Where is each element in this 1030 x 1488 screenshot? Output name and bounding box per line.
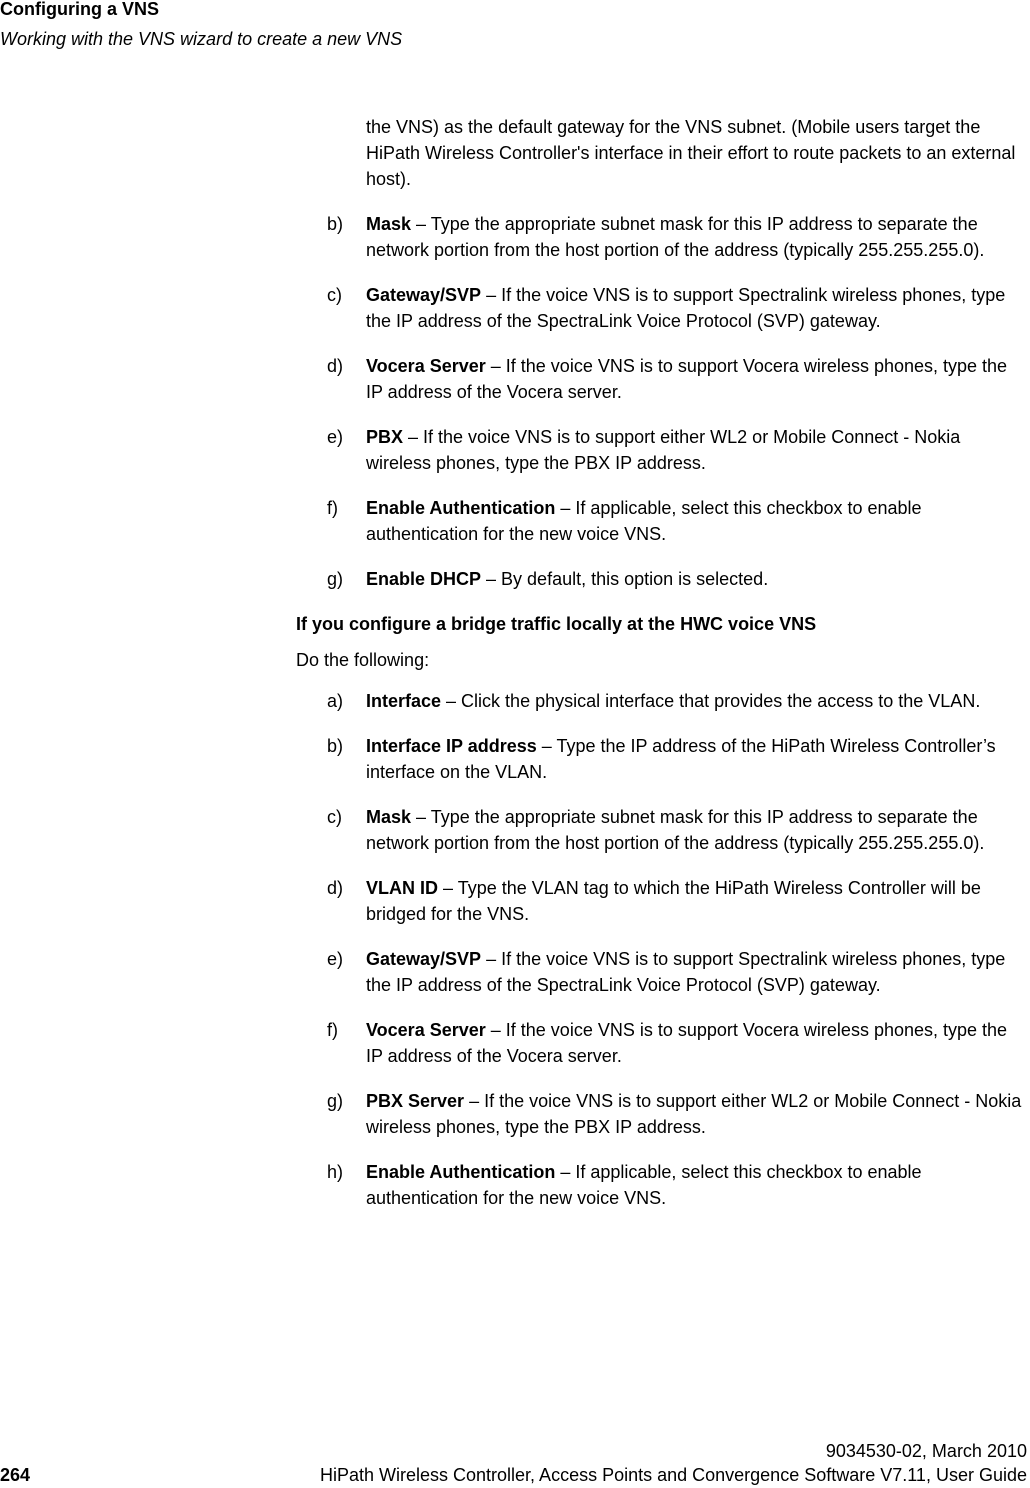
list-item-desc: – Type the appropriate subnet mask for this IP address to separate the network portion from the host portion of the address (typically 255.255.255.0). xyxy=(366,807,985,853)
list-item-desc: – By default, this option is selected. xyxy=(481,569,769,589)
list-item-letter: e) xyxy=(327,427,344,447)
list-item-desc: – Click the physical interface that provides the access to the VLAN. xyxy=(441,691,981,711)
list-item xyxy=(296,282,1026,334)
list-item-term: PBX xyxy=(366,427,404,447)
list-item xyxy=(296,353,1026,405)
list-item xyxy=(296,688,1026,714)
list-item-term: Interface xyxy=(366,691,442,711)
list-item xyxy=(296,804,1026,856)
main-content xyxy=(296,114,1026,1230)
list-item-term: Enable DHCP xyxy=(366,569,482,589)
list-item-desc: – If applicable, select this checkbox to enable authentication for the new voice VNS. xyxy=(366,1162,922,1208)
list-item-desc: – If applicable, select this checkbox to enable authentication for the new voice VNS. xyxy=(366,498,922,544)
list-item-term: Mask xyxy=(366,807,412,827)
list-item-term: PBX Server xyxy=(366,1091,465,1111)
list-item-letter: a) xyxy=(327,691,344,711)
list-item-term: Enable Authentication xyxy=(366,1162,556,1182)
page-number: 264 xyxy=(0,1465,31,1485)
list-item-desc: – If the voice VNS is to support Spectralink wireless phones, type the IP address of the SpectraLink Voice Protocol (SVP) gateway. xyxy=(366,949,1006,995)
list-item-term: Mask xyxy=(366,214,412,234)
list-item-letter: c) xyxy=(327,807,342,827)
step-list-bridged xyxy=(296,688,1026,1211)
list-item-term: VLAN ID xyxy=(366,878,438,898)
list-item-letter: g) xyxy=(327,1091,344,1111)
list-item-term: Vocera Server xyxy=(366,356,486,376)
list-item-letter: d) xyxy=(327,356,344,376)
list-item-desc: – If the voice VNS is to support Spectralink wireless phones, type the IP address of the SpectraLink Voice Protocol (SVP) gateway. xyxy=(366,285,1006,331)
list-item-letter: g) xyxy=(327,569,344,589)
section-subtitle: Working with the VNS wizard to create a new VNS xyxy=(0,29,403,49)
list-item-term: Enable Authentication xyxy=(366,498,556,518)
list-item xyxy=(296,1017,1026,1069)
list-item-letter: h) xyxy=(327,1162,344,1182)
list-item xyxy=(296,875,1026,927)
step-list-routed xyxy=(296,211,1026,592)
instruction-text: Do the following: xyxy=(296,650,430,670)
list-item xyxy=(296,733,1026,785)
guide-title: HiPath Wireless Controller, Access Points and Convergence Software V7.11, User Guide xyxy=(319,1465,1027,1485)
list-item-term: Vocera Server xyxy=(366,1020,486,1040)
list-item-letter: b) xyxy=(327,214,344,234)
list-item-desc: – If the voice VNS is to support either WL2 or Mobile Connect - Nokia wireless phones, type the PBX IP address. xyxy=(366,1091,1022,1137)
section-heading: If you configure a bridge traffic locally at the HWC voice VNS xyxy=(296,614,817,634)
list-item xyxy=(296,1088,1026,1140)
intro-paragraph: the VNS) as the default gateway for the VNS subnet. (Mobile users target the HiPath Wireless Controller's interface in their effort to route packets to an external host). xyxy=(366,117,1016,189)
list-item xyxy=(296,495,1026,547)
list-item-letter: f) xyxy=(327,1020,338,1040)
list-item-letter: b) xyxy=(327,736,344,756)
list-item xyxy=(296,424,1026,476)
list-item xyxy=(296,1159,1026,1211)
chapter-title: Configuring a VNS xyxy=(0,0,159,19)
list-item xyxy=(296,211,1026,263)
list-item-letter: e) xyxy=(327,949,344,969)
list-item-letter: f) xyxy=(327,498,338,518)
list-item-desc: – Type the VLAN tag to which the HiPath Wireless Controller will be bridged for the VNS. xyxy=(366,878,981,924)
list-item xyxy=(296,566,1026,592)
list-item-desc: – Type the appropriate subnet mask for this IP address to separate the network portion from the host portion of the address (typically 255.255.255.0). xyxy=(366,214,985,260)
list-item-term: Gateway/SVP xyxy=(366,285,482,305)
list-item-term: Interface IP address xyxy=(366,736,537,756)
list-item-term: Gateway/SVP xyxy=(366,949,482,969)
list-item-letter: d) xyxy=(327,878,344,898)
list-item-letter: c) xyxy=(327,285,342,305)
list-item-desc: – If the voice VNS is to support Vocera wireless phones, type the IP address of the Vocera server. xyxy=(366,356,1008,402)
document-id: 9034530-02, March 2010 xyxy=(825,1441,1027,1461)
list-item-desc: – Type the IP address of the HiPath Wireless Controller’s interface on the VLAN. xyxy=(366,736,996,782)
list-item xyxy=(296,946,1026,998)
list-item-desc: – If the voice VNS is to support either WL2 or Mobile Connect - Nokia wireless phones, type the PBX IP address. xyxy=(366,427,961,473)
list-item-desc: – If the voice VNS is to support Vocera wireless phones, type the IP address of the Vocera server. xyxy=(366,1020,1008,1066)
